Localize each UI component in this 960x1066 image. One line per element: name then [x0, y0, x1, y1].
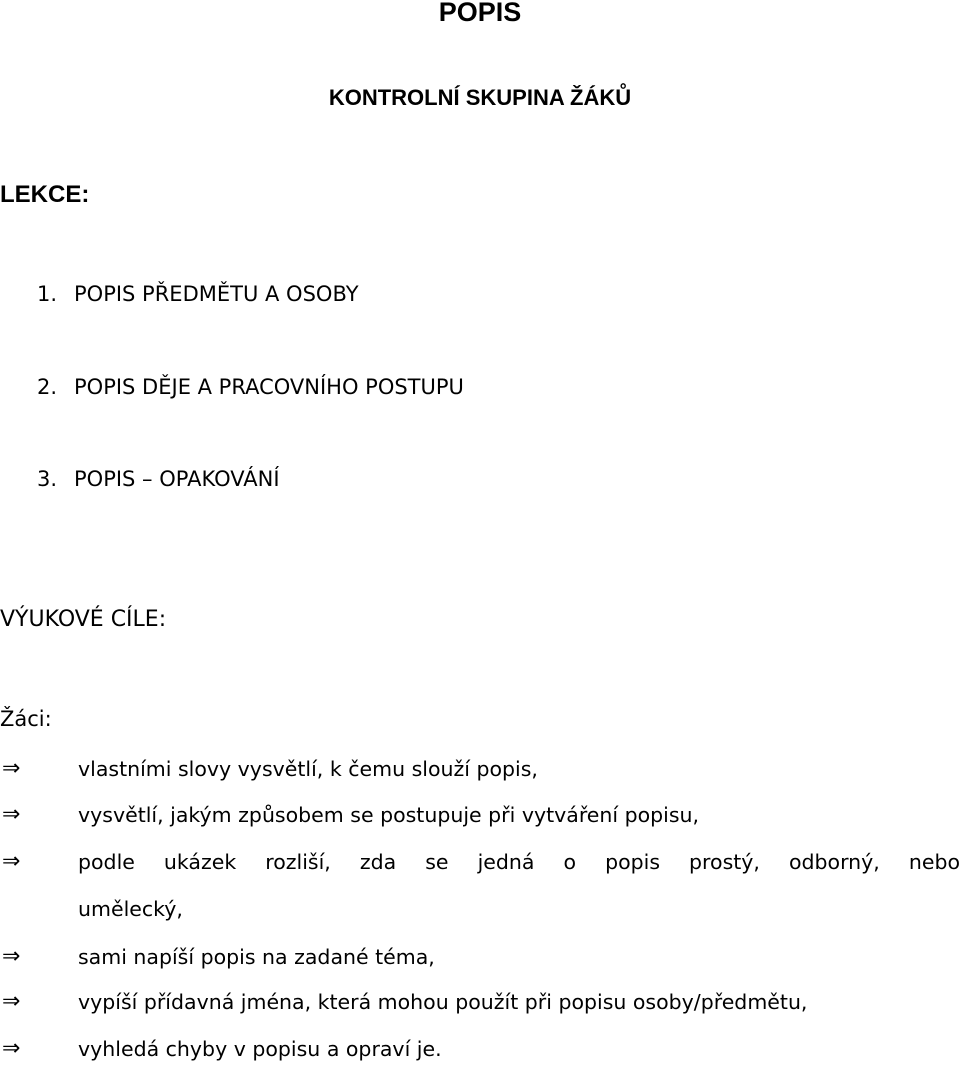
arrow-right-icon: ⇒ — [2, 944, 21, 969]
lesson-item — [37, 466, 280, 492]
arrow-right-icon: ⇒ — [2, 802, 21, 827]
goal-text: vypíší přídavná jména, která mohou použít při popisu osoby/předmětu, — [78, 990, 808, 1014]
goal-text: vysvětlí, jakým způsobem se postupuje při vytváření popisu, — [78, 803, 700, 827]
goal-text: vyhledá chyby v popisu a opraví je. — [78, 1037, 442, 1061]
lesson-number: 2. — [37, 375, 58, 399]
goal-text: podle ukázek rozliší, zda se jedná o popis prostý, odborný, nebo — [78, 850, 960, 874]
lesson-item — [37, 281, 359, 307]
goal-text-continuation: umělecký, — [78, 897, 183, 921]
lesson-number: 3. — [37, 467, 58, 491]
goals-heading: VÝUKOVÉ CÍLE: — [0, 607, 167, 632]
goal-text: vlastními slovy vysvětlí, k čemu slouží popis, — [78, 757, 538, 781]
lesson-label: POPIS – OPAKOVÁNÍ — [74, 467, 280, 491]
arrow-right-icon: ⇒ — [2, 756, 21, 781]
lessons-heading: LEKCE: — [0, 181, 90, 208]
document-title: POPIS — [438, 0, 522, 27]
goal-text: sami napíší popis na zadané téma, — [78, 945, 435, 969]
lesson-number: 1. — [37, 282, 58, 306]
lesson-item — [37, 374, 464, 400]
arrow-right-icon: ⇒ — [2, 849, 21, 874]
arrow-right-icon: ⇒ — [2, 1036, 21, 1061]
lesson-label: POPIS DĚJE A PRACOVNÍHO POSTUPU — [74, 375, 464, 399]
pupils-label: Žáci: — [0, 707, 52, 731]
lesson-label: POPIS PŘEDMĚTU A OSOBY — [74, 282, 359, 306]
document-subtitle: KONTROLNÍ SKUPINA ŽÁKŮ — [328, 85, 632, 110]
arrow-right-icon: ⇒ — [2, 989, 21, 1014]
